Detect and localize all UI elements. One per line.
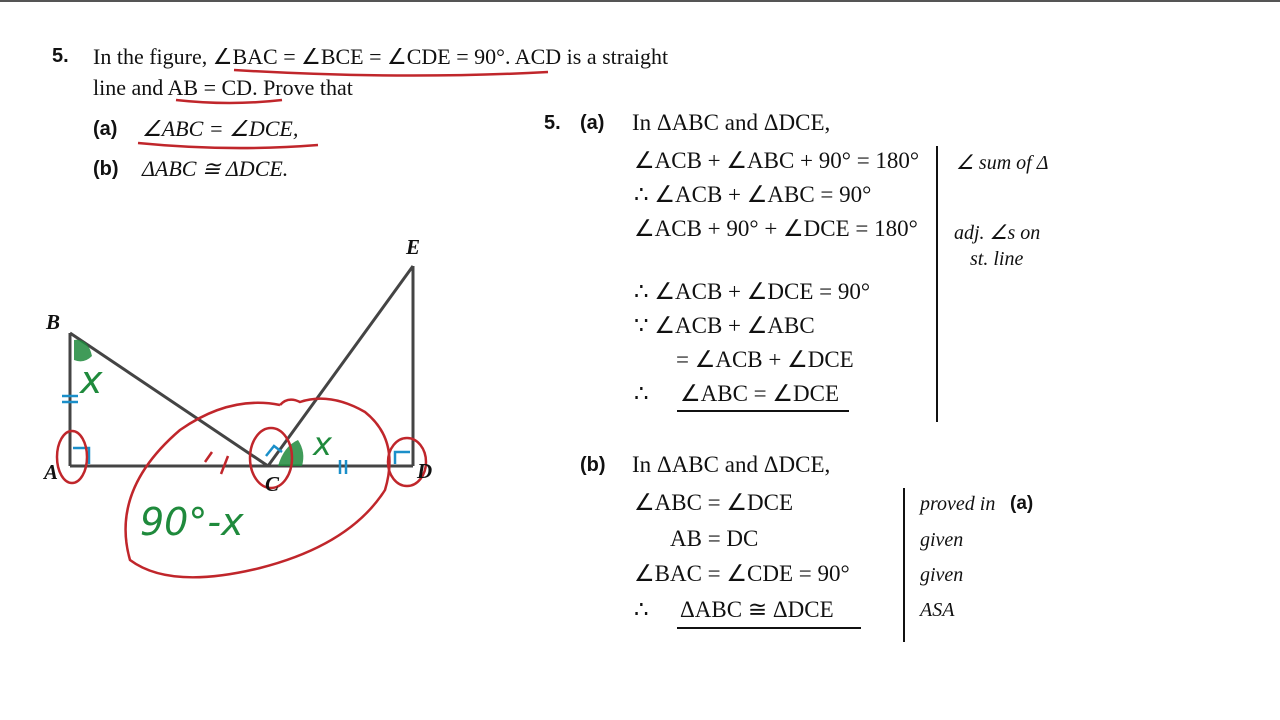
solution-a-line-1: ∠ACB + ∠ABC + 90° = 180°	[634, 148, 920, 173]
solution-b-line-2: AB = DC	[670, 526, 759, 551]
solution-a-conclusion: ∠ABC = ∠DCE	[680, 381, 840, 406]
question-line-1: In the figure, ∠BAC = ∠BCE = ∠CDE = 90°. ACD is a straight	[93, 44, 669, 69]
red-underline-ab-cd	[176, 100, 282, 103]
question-number: 5.	[52, 45, 69, 67]
label-d: D	[417, 459, 433, 483]
red-underline-part-a	[138, 143, 318, 148]
solution-b-reason-3: given	[920, 564, 964, 586]
handwritten-x-left: x	[80, 358, 103, 402]
segment-ce	[268, 266, 413, 466]
part-b-statement: ΔABC ≅ ΔDCE.	[142, 156, 289, 181]
red-tick-c	[205, 452, 228, 474]
right-angle-mark-d	[395, 452, 410, 464]
solution-a-therefore: ∴	[634, 381, 649, 406]
solution-a-line-2: ∴ ∠ACB + ∠ABC = 90°	[634, 182, 872, 207]
red-big-loop	[126, 399, 390, 578]
solution-a-label: (a)	[580, 112, 605, 134]
solution-b-intro: In ΔABC and ΔDCE,	[632, 452, 831, 477]
solution-b-label: (b)	[580, 454, 606, 476]
solution-a-reason-divider	[936, 146, 938, 422]
handwritten-x-right: x	[313, 425, 332, 463]
solution-b-reason-4: ASA	[920, 599, 955, 621]
solution-b-line-3: ∠BAC = ∠CDE = 90°	[634, 561, 850, 586]
red-circle-a	[57, 431, 87, 483]
label-a: A	[44, 460, 59, 484]
solution-a-reason-1: ∠ sum of Δ	[956, 152, 1049, 174]
red-underline-angles	[234, 70, 548, 76]
label-c: C	[265, 472, 280, 496]
solution-b-reason-1-ref: (a)	[1010, 493, 1034, 514]
solution-b-conclusion-underline	[677, 627, 861, 629]
part-a-statement: ∠ABC = ∠DCE,	[142, 116, 299, 141]
solution-a-intro: In ΔABC and ΔDCE,	[632, 110, 831, 135]
solution-a-reason-3: st. line	[970, 248, 1024, 270]
label-b: B	[46, 310, 61, 334]
solution-a-line-6: = ∠ACB + ∠DCE	[676, 347, 854, 372]
solution-a-line-4: ∴ ∠ACB + ∠DCE = 90°	[634, 279, 871, 304]
part-b-label: (b)	[93, 158, 119, 180]
solution-a-line-3: ∠ACB + 90° + ∠DCE = 180°	[634, 216, 918, 241]
handwritten-90-minus-x: 90°-x	[140, 500, 244, 544]
part-a-label: (a)	[93, 118, 118, 140]
question-line-2: line and AB = CD. Prove that	[93, 75, 353, 100]
solution-a-conclusion-underline	[677, 410, 849, 412]
solution-number: 5.	[544, 112, 561, 134]
solution-b-reason-2: given	[920, 529, 964, 551]
solution-b-reason-divider	[903, 488, 905, 642]
solution-a-reason-2: adj. ∠s on	[954, 222, 1041, 244]
solution-b-reason-1: proved in	[920, 493, 996, 515]
solution-b-therefore: ∴	[634, 597, 649, 622]
solution-b-conclusion: ΔABC ≅ ΔDCE	[680, 597, 834, 622]
label-e: E	[406, 235, 421, 259]
solution-a-line-5: ∵ ∠ACB + ∠ABC	[634, 313, 815, 338]
solution-b-line-1: ∠ABC = ∠DCE	[634, 490, 794, 515]
